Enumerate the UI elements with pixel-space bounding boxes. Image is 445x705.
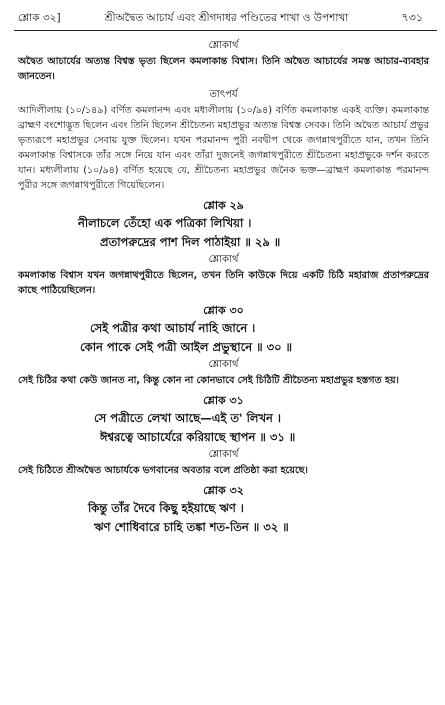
translation-heading-30: শ্লোকার্থ <box>208 359 239 370</box>
translation-text-30: সেই চিঠির কথা কেউ জানত না, কিন্তু কোন না কোনভাবে সেই চিঠিটি শ্রীচৈতন্য মহাপ্রভুর হস্তগত হয়। <box>18 375 399 386</box>
verse-29-line-2: প্রতাপরুদ্রের পাশ দিল পাঠাইয়া ॥ ২৯ ॥ <box>100 235 281 249</box>
verse-range-label: শ্লোক ৩২] <box>18 12 61 24</box>
translation-text-31: সেই চিঠিতে শ্রীঅদ্বৈত আচার্যকে ভগবানের অবতার বলে প্রতিষ্ঠা করা হয়েছে। <box>18 465 308 476</box>
purport-text: আদিলীলায় (১০/১৪৯) বর্ণিত কমলানন্দ এবং মধ্যলীলায় (১০/৯৪) বর্ণিত কমলাকান্ত একই ব্যক্তি। কমলাকান্ত ব্রাহ্মণ বংশোদ্ভূত ছিলেন এবং তিনি ছিলেন শ্রীচৈতন্য মহাপ্রভুর অত্যন্ত বিশ্বস্ত সেবক। তিনি অদ্বৈত আচার্য প্রভুর ভৃত্যরূপে মহাপ্রভুর সেবায় যুক্ত ছিলেন। যখন পরমানন্দ পুরী নবদ্বীপ থেকে জগন্নাথপুরীতে যান, তখন তিনি কমলাকান্ত বিশ্বাসকে তাঁর সঙ্গে নিয়ে যান এবং তাঁরা দুজনেই জগন্নাথপুরীতে শ্রীচৈতন্য মহাপ্রভুকে দর্শন করতে যান। মধ্যলীলায় (১০/৯৪) বর্ণিত হয়েছে যে, শ্রীচৈতন্য মহাপ্রভুর জনৈক ভক্ত—ব্রাহ্মণ কমলাকান্ত পরমানন্দ পুরীর সঙ্গে জগন্নাথপুরীতে গিয়েছিলেন। <box>18 105 429 191</box>
verse-31-line-2: ঈশ্বরত্বে আচার্যেরে করিয়াছে স্থাপন ॥ ৩১ ॥ <box>100 430 296 444</box>
verse-32-line-2: ঋণ শোধিবারে চাহি তঙ্কা শত-তিন ॥ ৩২ ॥ <box>94 520 289 534</box>
purport-heading: তাৎপর্য <box>209 89 238 100</box>
translation-text: অদ্বৈত আচার্যের অত্যন্ত বিশ্বস্ত ভৃত্য ছিলেন কমলাকান্ত বিশ্বাস। তিনি অদ্বৈত আচার্যের সমস্ত আচার-ব্যবহার জানতেন। <box>18 56 429 82</box>
verse-heading-32: শ্লোক ৩২ <box>203 484 244 497</box>
verse-29-line-1: নীলাচলে তেঁহো এক পত্রিকা লিখিয়া । <box>78 216 252 230</box>
translation-heading: শ্লোকার্থ <box>208 40 239 51</box>
running-header <box>18 8 435 28</box>
verse-31-line-1: সে পত্রীতে লেখা আছে—এই ত' লিখন । <box>94 411 281 425</box>
translation-text-29: কমলাকান্ত বিশ্বাস যখন জগন্নাথপুরীতে ছিলেন, তখন তিনি কাউকে দিয়ে একটি চিঠি মহারাজ প্রতাপরুদ্রের কাছে পাঠিয়েছিলেন। <box>18 270 429 296</box>
translation-heading-29: শ্লোকার্থ <box>208 254 239 265</box>
page-body <box>18 36 429 537</box>
verse-heading-30: শ্লোক ৩০ <box>203 304 244 317</box>
translation-heading-31: শ্লোকার্থ <box>208 449 239 460</box>
verse-heading-31: শ্লোক ৩১ <box>203 394 244 407</box>
verse-30-line-1: সেই পত্রীর কথা আচার্য নাহি জানে । <box>90 321 256 335</box>
chapter-title: শ্রীঅদ্বৈত আচার্য এবং শ্রীগদাধর পণ্ডিতের শাখা ও উপশাখা <box>104 12 349 24</box>
verse-heading-29: শ্লোক ২৯ <box>203 199 244 212</box>
page-number: ৭৩১ <box>401 11 423 24</box>
verse-30-line-2: কোন পাকে সেই পত্রী আইল প্রভুস্থানে ॥ ৩০ ॥ <box>80 340 293 354</box>
verse-32-line-1: কিন্তু তাঁর দৈবে কিছু হইয়াছে ঋণ । <box>88 501 244 515</box>
header-rule <box>14 30 437 31</box>
